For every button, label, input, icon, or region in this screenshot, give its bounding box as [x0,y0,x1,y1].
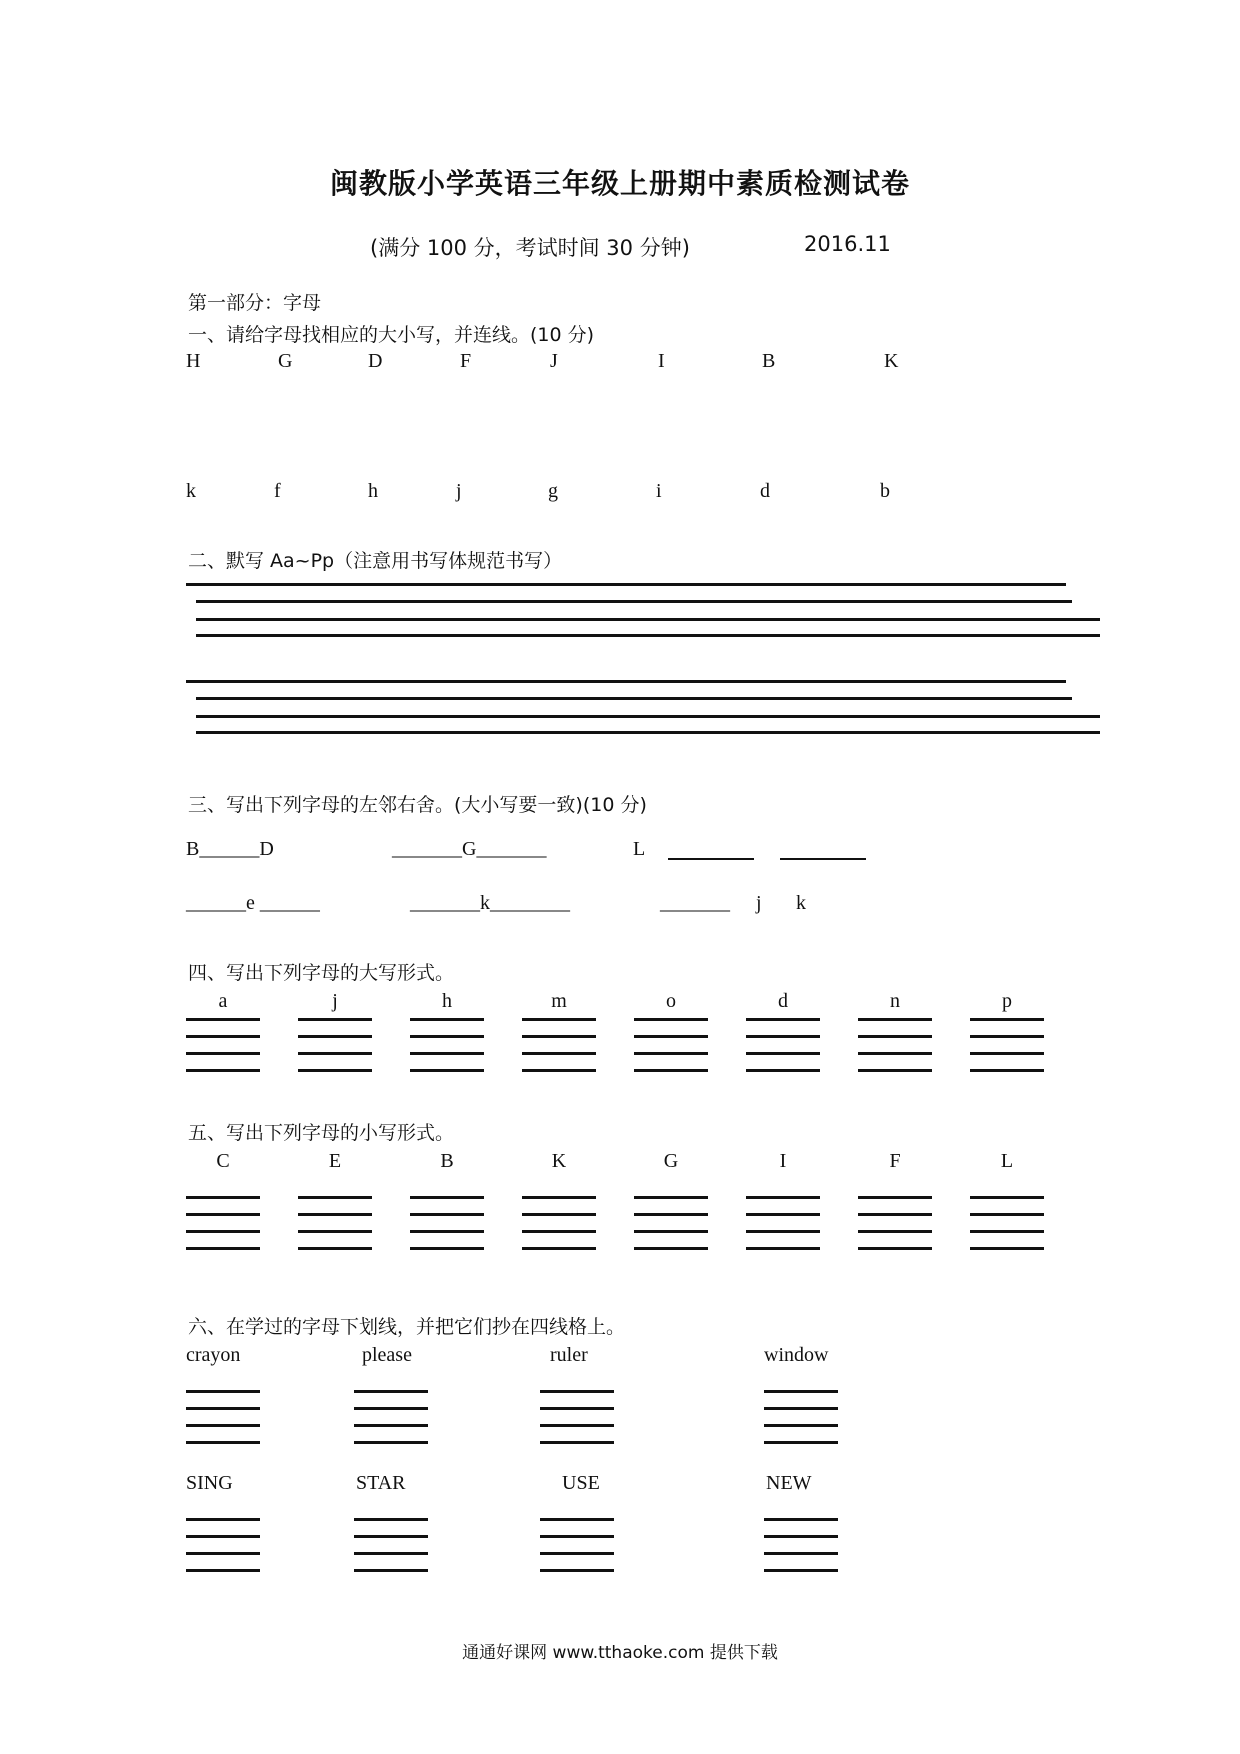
grid-line [764,1390,838,1393]
four-line-grid[interactable] [764,1518,838,1572]
grid-line [540,1552,614,1555]
q1-heading: 一、请给字母找相应的大小写，并连线。(10 分) [188,324,595,346]
uppercase-letter[interactable]: K [884,350,899,372]
grid-line [540,1390,614,1393]
grid-line [764,1518,838,1521]
grid-line [634,1069,708,1072]
grid-line [186,1390,260,1393]
grid-line [186,1535,260,1538]
grid-line [970,1247,1044,1250]
grid-line [410,1018,484,1021]
exam-info: (满分 100 分，考试时间 30 分钟) [370,236,690,260]
q3-item[interactable]: _______ [660,892,730,914]
letter-prompt: F [889,1150,901,1172]
four-line-grid[interactable] [858,1196,932,1250]
uppercase-letter[interactable]: I [658,350,665,372]
grid-line [522,1069,596,1072]
grid-line [298,1035,372,1038]
grid-line [634,1052,708,1055]
grid-line [746,1213,820,1216]
grid-line [186,1407,260,1410]
q2-heading: 二、默写 Aa~Pp（注意用书写体规范书写） [188,550,563,572]
word-prompt: crayon [186,1344,241,1366]
grid-line [970,1196,1044,1199]
page-title: 闽教版小学英语三年级上册期中素质检测试卷 [329,167,910,200]
four-line-grid[interactable] [522,1196,596,1250]
letter-prompt: B [440,1150,454,1172]
grid-line [522,1247,596,1250]
grid-line [186,1247,260,1250]
grid-line [764,1569,838,1572]
four-line-grid[interactable] [522,1018,596,1072]
grid-line [354,1535,428,1538]
grid-line [410,1069,484,1072]
four-line-grid[interactable] [634,1018,708,1072]
grid-line [186,583,1066,586]
uppercase-letter[interactable]: H [186,350,201,372]
lowercase-letter[interactable]: d [760,480,770,502]
grid-line [410,1213,484,1216]
grid-line [970,1035,1044,1038]
q3-item[interactable]: _______k________ [410,892,570,914]
grid-line [354,1424,428,1427]
four-line-grid[interactable] [634,1196,708,1250]
grid-line [746,1035,820,1038]
lowercase-letter[interactable]: g [548,480,558,502]
grid-line [540,1569,614,1572]
uppercase-letter[interactable]: B [762,350,776,372]
word-prompt: NEW [766,1472,812,1494]
q3-item: j [756,892,762,914]
grid-line [540,1407,614,1410]
four-line-grid[interactable] [354,1390,428,1444]
exam-date: 2016.11 [804,232,891,256]
grid-line [858,1018,932,1021]
grid-line [186,680,1066,683]
grid-line [186,1035,260,1038]
four-line-grid[interactable] [970,1018,1044,1072]
grid-line [298,1069,372,1072]
grid-line [970,1230,1044,1233]
grid-line [764,1424,838,1427]
grid-line [298,1230,372,1233]
grid-line [970,1213,1044,1216]
four-line-grid[interactable] [540,1518,614,1572]
four-line-grid[interactable] [186,1018,260,1072]
four-line-grid[interactable] [410,1018,484,1072]
grid-line [298,1213,372,1216]
letter-prompt: K [551,1150,567,1172]
four-line-grid[interactable] [186,1390,260,1444]
four-line-grid[interactable] [746,1018,820,1072]
q5-heading: 五、写出下列字母的小写形式。 [188,1122,455,1144]
grid-line [522,1018,596,1021]
letter-prompt: o [666,990,676,1012]
lowercase-letter[interactable]: j [456,480,462,502]
four-line-grid[interactable] [298,1018,372,1072]
part-one-heading: 第一部分：字母 [188,292,322,314]
grid-line [970,1052,1044,1055]
lowercase-letter[interactable]: b [880,480,890,502]
four-line-grid[interactable] [540,1390,614,1444]
grid-line [186,1552,260,1555]
grid-line [522,1052,596,1055]
letter-prompt: G [663,1150,679,1172]
q3-heading: 三、写出下列字母的左邻右舍。(大小写要一致)(10 分) [188,794,647,816]
uppercase-letter[interactable]: G [278,350,293,372]
grid-line [410,1247,484,1250]
grid-line [634,1035,708,1038]
grid-line [764,1535,838,1538]
letter-prompt: I [779,1150,787,1172]
grid-line [298,1247,372,1250]
grid-line [634,1247,708,1250]
word-prompt: STAR [356,1472,406,1494]
grid-line [858,1052,932,1055]
grid-line [410,1230,484,1233]
letter-prompt: d [778,990,788,1012]
grid-line [634,1018,708,1021]
grid-line [858,1069,932,1072]
word-prompt: SING [186,1472,233,1494]
four-line-grid[interactable] [764,1390,838,1444]
grid-line [522,1035,596,1038]
grid-line [634,1213,708,1216]
grid-line [858,1230,932,1233]
word-prompt: window [764,1344,829,1366]
four-line-grid[interactable] [354,1518,428,1572]
grid-line [196,731,1100,734]
letter-prompt: m [551,990,567,1012]
letter-prompt: n [890,990,900,1012]
letter-prompt: E [328,1150,342,1172]
word-prompt: ruler [550,1344,588,1366]
grid-line [858,1247,932,1250]
grid-line [522,1230,596,1233]
uppercase-letter[interactable]: J [550,350,558,372]
grid-line [186,1424,260,1427]
grid-line [522,1213,596,1216]
grid-line [858,1035,932,1038]
grid-line [354,1407,428,1410]
grid-line [186,1213,260,1216]
grid-line [186,1518,260,1521]
grid-line [764,1441,838,1444]
q4-heading: 四、写出下列字母的大写形式。 [188,962,455,984]
grid-line [196,697,1072,700]
word-prompt: please [362,1344,412,1366]
blank-line[interactable] [668,858,754,860]
four-line-grid[interactable] [186,1518,260,1572]
grid-line [540,1535,614,1538]
grid-line [746,1052,820,1055]
four-line-grid[interactable] [298,1196,372,1250]
grid-line [186,1018,260,1021]
grid-line [746,1247,820,1250]
grid-line [970,1069,1044,1072]
letter-prompt: h [442,990,452,1012]
grid-line [298,1018,372,1021]
grid-line [354,1569,428,1572]
footer-source: 通通好课网 www.tthaoke.com 提供下载 [462,1643,778,1663]
grid-line [186,1230,260,1233]
grid-line [410,1035,484,1038]
grid-line [634,1196,708,1199]
grid-line [186,1052,260,1055]
four-line-grid[interactable] [746,1196,820,1250]
letter-prompt: j [332,990,338,1012]
grid-line [764,1407,838,1410]
four-line-grid[interactable] [410,1196,484,1250]
grid-line [354,1441,428,1444]
grid-line [970,1018,1044,1021]
grid-line [540,1441,614,1444]
grid-line [746,1069,820,1072]
lowercase-letter[interactable]: h [368,480,378,502]
grid-line [634,1230,708,1233]
grid-line [186,1196,260,1199]
grid-line [186,1069,260,1072]
letter-prompt: p [1002,990,1012,1012]
grid-line [196,618,1100,621]
four-line-grid[interactable] [970,1196,1044,1250]
q6-heading: 六、在学过的字母下划线，并把它们抄在四线格上。 [188,1316,626,1338]
grid-line [746,1230,820,1233]
uppercase-letter[interactable]: D [368,350,383,372]
grid-line [186,1569,260,1572]
blank-line[interactable] [780,858,866,860]
q3-item[interactable]: _______G_______ [392,838,547,860]
q3-item[interactable]: B______D [186,838,274,860]
q3-item[interactable]: ______e ______ [186,892,320,914]
q3-item: k [796,892,806,914]
grid-line [354,1552,428,1555]
four-line-grid[interactable] [858,1018,932,1072]
grid-line [540,1518,614,1521]
grid-line [410,1052,484,1055]
lowercase-letter[interactable]: i [656,480,662,502]
grid-line [858,1196,932,1199]
four-line-grid[interactable] [186,1196,260,1250]
uppercase-letter[interactable]: F [460,350,472,372]
grid-line [522,1196,596,1199]
grid-line [746,1196,820,1199]
grid-line [186,1441,260,1444]
grid-line [298,1052,372,1055]
letter-prompt: L [1000,1150,1014,1172]
q3-item: L [633,838,646,860]
grid-line [196,634,1100,637]
grid-line [540,1424,614,1427]
grid-line [196,600,1072,603]
grid-line [764,1552,838,1555]
grid-line [354,1390,428,1393]
grid-line [410,1196,484,1199]
lowercase-letter[interactable]: k [186,480,196,502]
word-prompt: USE [562,1472,600,1494]
grid-line [298,1196,372,1199]
grid-line [746,1018,820,1021]
grid-line [858,1213,932,1216]
letter-prompt: a [218,990,228,1012]
grid-line [354,1518,428,1521]
grid-line [196,715,1100,718]
lowercase-letter[interactable]: f [274,480,281,502]
letter-prompt: C [216,1150,230,1172]
